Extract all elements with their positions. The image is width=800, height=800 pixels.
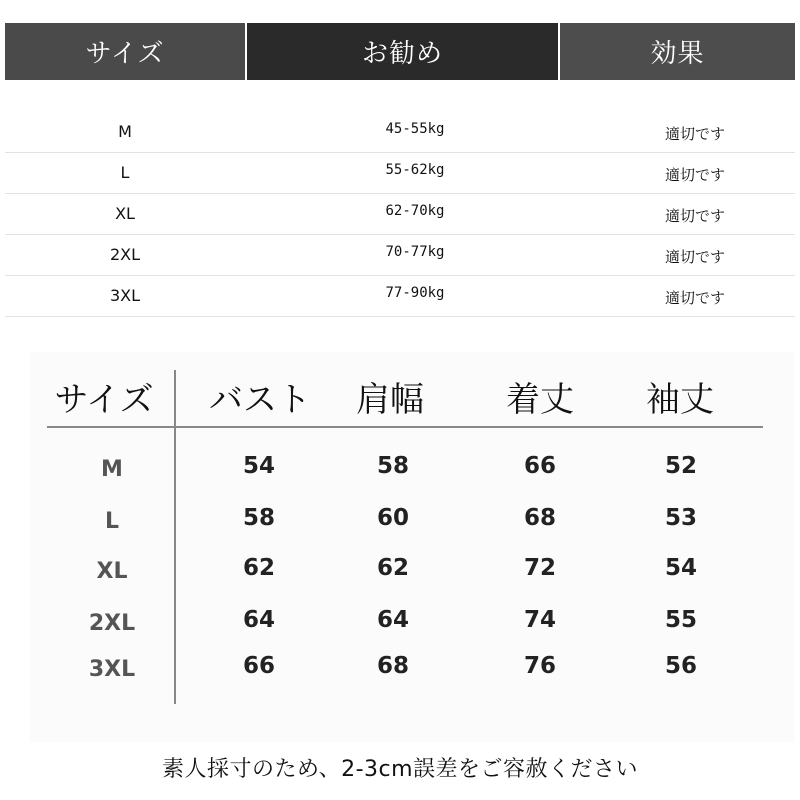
sleeve-cell: 56 <box>664 653 697 679</box>
sleeve-cell: 55 <box>664 607 697 633</box>
measure-header-shoulder: 肩幅 <box>356 380 424 420</box>
table-row <box>0 653 800 693</box>
effect-cell: 適切です <box>664 248 725 266</box>
sleeve-cell: 53 <box>664 505 697 531</box>
header-divider <box>47 426 763 428</box>
shoulder-cell: 58 <box>376 453 409 479</box>
weight-table-body <box>5 112 795 317</box>
sleeve-cell: 52 <box>664 453 697 479</box>
size-cell: 2XL <box>88 611 136 636</box>
table-row <box>0 607 800 647</box>
effect-cell: 適切です <box>664 166 725 184</box>
bust-cell: 62 <box>242 555 275 581</box>
bust-cell: 64 <box>242 607 275 633</box>
table-row <box>5 276 795 317</box>
weight-cell: 77-90kg <box>385 285 445 301</box>
size-cell: XL <box>96 559 128 584</box>
measure-header-bust: バスト <box>209 380 311 420</box>
table-row <box>0 453 800 493</box>
size-cell: L <box>104 509 120 534</box>
table-row <box>5 194 795 235</box>
size-cell: L <box>120 163 130 182</box>
size-cell: 2XL <box>109 245 141 264</box>
length-cell: 76 <box>523 653 556 679</box>
header-effect: 効果 <box>560 23 795 80</box>
size-cell: 3XL <box>109 286 141 305</box>
bust-cell: 58 <box>242 505 275 531</box>
size-cell: M <box>101 457 123 482</box>
weight-cell: 62-70kg <box>385 203 445 219</box>
weight-cell: 70-77kg <box>385 244 445 260</box>
size-cell: 3XL <box>88 657 136 682</box>
measure-header-sleeve: 袖丈 <box>646 380 714 420</box>
shoulder-cell: 60 <box>376 505 409 531</box>
effect-cell: 適切です <box>664 125 725 143</box>
weight-cell: 55-62kg <box>385 162 445 178</box>
size-cell: M <box>118 122 132 141</box>
measurement-note: 素人採寸のため、2-3cm誤差をご容赦ください <box>161 757 639 782</box>
length-cell: 66 <box>523 453 556 479</box>
bust-cell: 66 <box>242 653 275 679</box>
sleeve-cell: 54 <box>664 555 697 581</box>
effect-cell: 適切です <box>664 207 725 225</box>
bust-cell: 54 <box>242 453 275 479</box>
length-cell: 68 <box>523 505 556 531</box>
size-cell: XL <box>115 204 135 223</box>
table-row <box>0 555 800 595</box>
weight-cell: 45-55kg <box>385 121 445 137</box>
header-size: サイズ <box>5 23 245 80</box>
shoulder-cell: 64 <box>376 607 409 633</box>
table-row <box>5 112 795 153</box>
effect-cell: 適切です <box>664 289 725 307</box>
header-recommended: お勧め <box>247 23 558 80</box>
measure-header-size: サイズ <box>54 380 154 420</box>
table-row <box>0 505 800 545</box>
table-row <box>5 235 795 276</box>
length-cell: 74 <box>523 607 556 633</box>
shoulder-cell: 62 <box>376 555 409 581</box>
length-cell: 72 <box>523 555 556 581</box>
measure-header-length: 着丈 <box>506 380 574 420</box>
shoulder-cell: 68 <box>376 653 409 679</box>
table-row <box>5 153 795 194</box>
